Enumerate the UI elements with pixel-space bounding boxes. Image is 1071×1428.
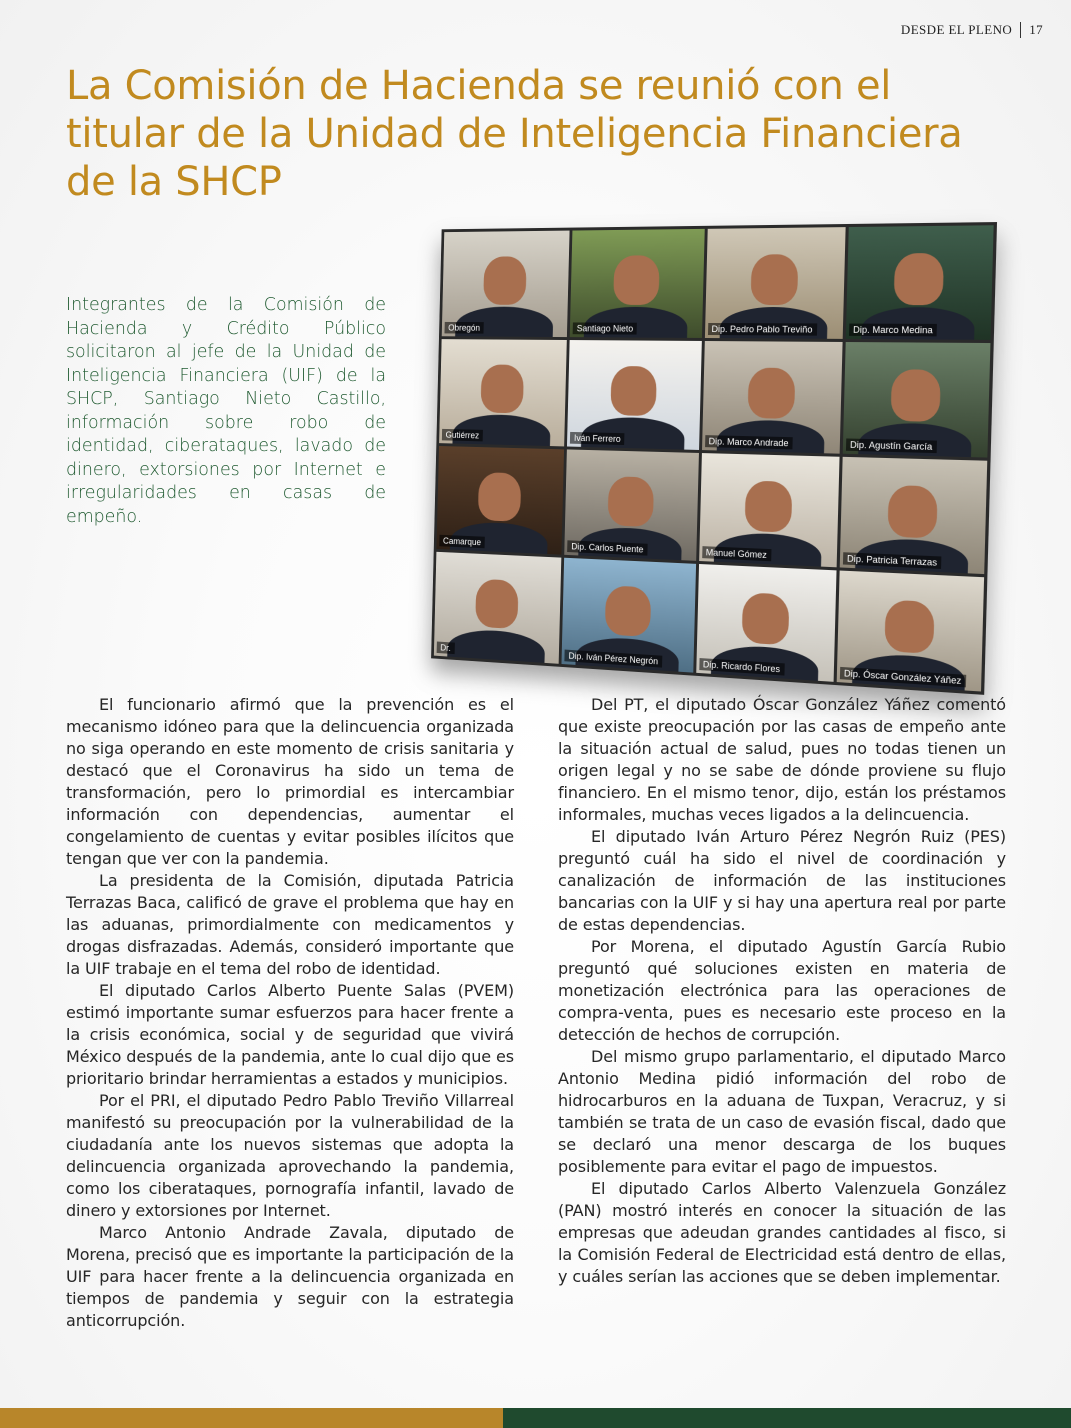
body-column-right [558,694,1006,1332]
participant-head [890,369,941,422]
participant-tile [702,341,843,453]
participant-head [744,480,792,532]
participant-head [483,256,527,305]
page-number: 17 [1029,22,1043,37]
participant-name: Dip. Marco Medina [849,323,937,336]
participant-name: Camarque [439,535,485,548]
paragraph: El diputado Iván Arturo Pérez Negrón Ruiz (PES) preguntó cuál ha sido el nivel de coordinación y canalización de información de las instituciones bancarias con la UIF y si hay una apertura real por parte de estas dependencias. [558,827,1006,934]
participant-tile [567,340,701,450]
participant-name: Dip. Ricardo Flores [699,658,784,676]
running-head [901,22,1043,38]
participant-name: Dip. Patricia Terrazas [843,552,942,569]
participant-head [894,253,945,305]
participant-head [605,586,651,638]
participant-name: Gutiérrez [442,428,483,441]
participant-tile [839,456,987,574]
article-headline: La Comisión de Hacienda se reunió con el titular de la Unidad de Inteligencia Financiera de la SHCP [66,63,963,205]
header-divider [1020,22,1021,38]
participant-tile [696,564,837,682]
paragraph: La presidenta de la Comisión, diputada Patricia Terrazas Baca, calificó de grave el problema que hay en las aduanas, primordialmente con medicamentos y drogas disfrazadas. Además, consideró importante que la UIF trabaje en el tema del robo de identidad. [66,871,514,978]
participant-tile [842,342,990,457]
participant-head [481,364,525,413]
article-lead: Integrantes de la Comisión de Hacienda y Crédito Público solicitaron al jefe de la Unidad de Inteligencia Financiera (UIF) de la SHCP, Santiago Nieto Castillo, información sobre robo de identidad, ciberataques, lavado de dinero, extorsiones por Internet e irregularidades en casas de empeño. [66,295,386,527]
participant-head [608,476,654,527]
footer-bar-gold [0,1408,503,1428]
participant-name: Dip. Marco Andrade [705,435,793,449]
footer-bar-green [503,1408,1071,1428]
paragraph: El diputado Carlos Alberto Puente Salas (PVEM) estimó importante sumar esfuerzos para hacer frente a la crisis económica, social y de seguridad que vivirá México después de la pandemia, ante lo cual dijo que es prioritario brindar herramientas a estados y municipios. [66,981,514,1088]
participant-name: Iván Ferrero [570,431,625,444]
participant-head [741,593,789,646]
participant-tile [434,552,562,664]
participant-head [475,579,519,630]
section-label: DESDE EL PLENO [900,22,1013,37]
participant-head [884,600,935,655]
participant-name: Obregón [445,322,484,334]
paragraph: Por el PRI, el diputado Pedro Pablo Treviño Villarreal manifestó su preocupación por la vulnerabilidad de la ciudadanía ante los nuevos sistemas que adopta la delincuencia organizada aprovechando la pandemia, como los ciberataques, pornografía infantil, lavado de dinero y extorsiones por Internet. [66,1091,514,1220]
participant-name: Dip. Pedro Pablo Treviño [707,323,816,336]
participant-head [611,366,657,416]
paragraph: El funcionario afirmó que la prevención es el mecanismo idóneo para que la delincuencia organizada no siga operando en este momento de crisis sanitaria y destacó que el Coronavirus ha sido un tema de transformación, pero lo primordial es intercambiar información con dependencias, aumentar el congelamiento de cuentas y evitar posibles ilícitos que tengan que ver con la pandemia. [66,695,514,868]
participant-name: Santiago Nieto [573,322,637,334]
participant-head [750,254,798,305]
participant-tile [570,229,704,338]
participant-body [447,627,546,663]
participant-tile [564,449,698,561]
participant-tile [836,571,984,692]
participant-name: Dip. Carlos Puente [567,541,647,556]
participant-tile [704,227,845,339]
paragraph: Del PT, el diputado Óscar González Yáñez comentó que existe preocupación por las casas de empeño ante la situación actual de salud, pues no todas tienen un origen legal y no se sabe de dónde proviene su flujo financiero. En el mismo tenor, dijo, están los préstamos informales, muchas veces ligados a la delincuencia. [558,695,1006,824]
participant-tile [439,339,567,446]
videoconference-photo [420,226,980,687]
participant-name: Dr. [437,642,455,655]
participant-name: Dip. Iván Pérez Negrón [565,650,663,668]
participant-tile [442,231,570,337]
participant-tile [436,446,564,555]
article-body [66,694,1006,1332]
participant-head [887,485,938,539]
paragraph: Del mismo grupo parlamentario, el diputado Marco Antonio Medina pidió información del robo de hidrocarburos en la aduana de Tuxpan, Veracruz, y si también se trata de un caso de evasión fiscal, dado que se declaró una menor descarga de los buques posiblemente para evitar el pago de impuestos. [558,1047,1006,1176]
paragraph: El diputado Carlos Alberto Valenzuela González (PAN) mostró interés en conocer la situación de las empresas que adeudan grandes cantidades al fisco, si la Comisión Federal de Electricidad está dentro de ellas, y cuáles serían las acciones que se deben implementar. [558,1179,1006,1286]
participant-name: Dip. Óscar González Yáñez [840,667,966,687]
paragraph: Por Morena, el diputado Agustín García Rubio preguntó qué soluciones existen en materia de monetización electrónica para las operaciones de compra-venta, pues es necesario este proceso en la detección de hechos de corrupción. [558,937,1006,1044]
participant-tile [846,225,994,339]
participant-head [614,255,660,305]
videoconference-grid [431,222,997,695]
participant-name: Dip. Agustín García [846,438,937,453]
participant-tile [562,558,696,673]
participant-head [747,367,795,418]
participant-name: Manuel Gómez [702,546,771,561]
paragraph: Marco Antonio Andrade Zavala, diputado de Morena, precisó que es importante la participación de la UIF para hacer frente a la delincuencia organizada en tiempos de pandemia y seguir con la estrategia anticorrupción. [66,1223,514,1330]
body-column-left [66,694,514,1332]
participant-head [478,472,522,522]
participant-tile [699,453,840,568]
